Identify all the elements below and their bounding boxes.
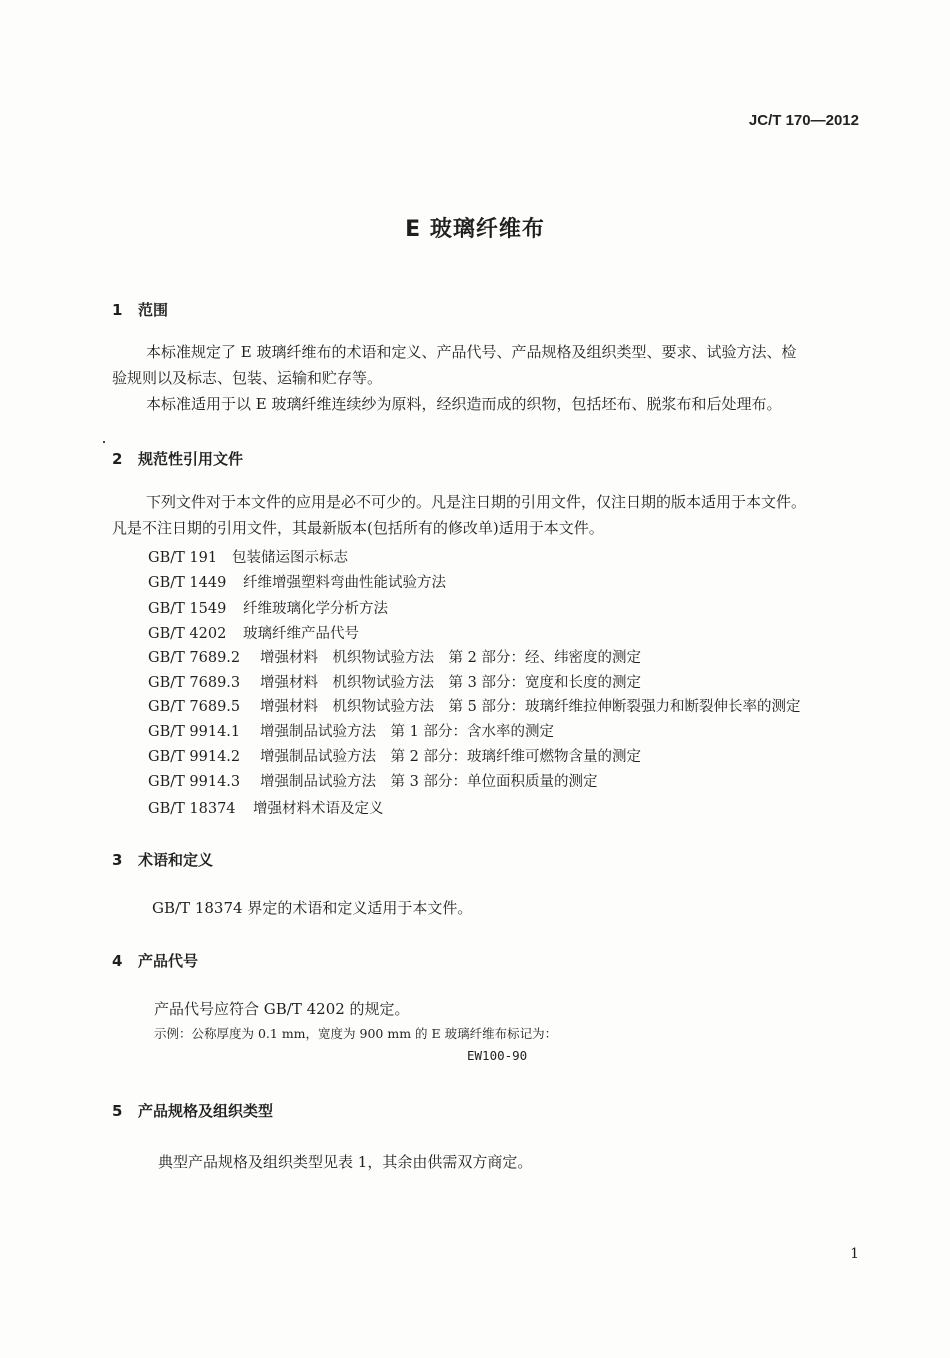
reference-item: GB/T 191 包装储运图示标志 bbox=[148, 550, 348, 566]
reference-item: GB/T 7689.5 增强材料 机织物试验方法 第 5 部分：玻璃纤维拉伸断裂强力和断裂伸长率的测定 bbox=[148, 699, 801, 715]
paragraph: GB/T 18374 界定的术语和定义适用于本文件。 bbox=[152, 899, 473, 917]
reference-item: GB/T 9914.2 增强制品试验方法 第 2 部分：玻璃纤维可燃物含量的测定 bbox=[148, 749, 641, 765]
section-title: 规范性引用文件 bbox=[138, 450, 244, 468]
paragraph: 本标准规定了 E 玻璃纤维布的术语和定义、产品代号、产品规格及组织类型、要求、试验方法、检 bbox=[146, 343, 797, 361]
paragraph: 下列文件对于本文件的应用是必不可少的。凡是注日期的引用文件，仅注日期的版本适用于本文件。 bbox=[146, 493, 807, 511]
paragraph: 典型产品规格及组织类型见表 1，其余由供需双方商定。 bbox=[158, 1153, 533, 1171]
paragraph: 凡是不注日期的引用文件，其最新版本(包括所有的修改单)适用于本文件。 bbox=[112, 519, 604, 537]
example-note: 示例：公称厚度为 0.1 mm，宽度为 900 mm 的 E 玻璃纤维布标记为： bbox=[154, 1026, 558, 1041]
reference-item: GB/T 1549 纤维玻璃化学分析方法 bbox=[148, 601, 388, 617]
example-code: EW100-90 bbox=[467, 1048, 528, 1063]
section-number: 5 bbox=[112, 1102, 123, 1120]
section-title: 范围 bbox=[138, 301, 169, 319]
section-number: 1 bbox=[112, 301, 123, 319]
reference-item: GB/T 18374 增强材料术语及定义 bbox=[148, 801, 384, 817]
section-title: 术语和定义 bbox=[138, 851, 214, 869]
reference-item: GB/T 1449 纤维增强塑料弯曲性能试验方法 bbox=[148, 575, 446, 591]
reference-item: GB/T 4202 玻璃纤维产品代号 bbox=[148, 626, 359, 642]
section-heading-product-code bbox=[112, 950, 198, 971]
section-number: 3 bbox=[112, 851, 123, 869]
section-title: 产品规格及组织类型 bbox=[138, 1102, 274, 1120]
paragraph: 产品代号应符合 GB/T 4202 的规定。 bbox=[154, 1000, 410, 1018]
section-heading-scope bbox=[112, 299, 168, 320]
section-number: 4 bbox=[112, 952, 123, 970]
section-number: 2 bbox=[112, 450, 123, 468]
scan-speck bbox=[103, 441, 105, 443]
reference-item: GB/T 7689.3 增强材料 机织物试验方法 第 3 部分：宽度和长度的测定 bbox=[148, 675, 641, 691]
standard-code: JC/T 170—2012 bbox=[748, 112, 859, 129]
reference-item: GB/T 7689.2 增强材料 机织物试验方法 第 2 部分：经、纬密度的测定 bbox=[148, 650, 641, 666]
section-heading-normative-references bbox=[112, 448, 243, 469]
reference-item: GB/T 9914.1 增强制品试验方法 第 1 部分：含水率的测定 bbox=[148, 724, 554, 740]
section-title: 产品代号 bbox=[138, 952, 199, 970]
paragraph: 本标准适用于以 E 玻璃纤维连续纱为原料，经织造而成的织物，包括坯布、脱浆布和后处理布。 bbox=[146, 395, 782, 413]
paragraph: 验规则以及标志、包装、运输和贮存等。 bbox=[112, 369, 383, 387]
section-heading-specifications bbox=[112, 1100, 273, 1121]
document-title: E 玻璃纤维布 bbox=[405, 217, 545, 242]
section-heading-terms bbox=[112, 849, 213, 870]
page-number: 1 bbox=[850, 1246, 859, 1262]
reference-item: GB/T 9914.3 增强制品试验方法 第 3 部分：单位面积质量的测定 bbox=[148, 774, 598, 790]
